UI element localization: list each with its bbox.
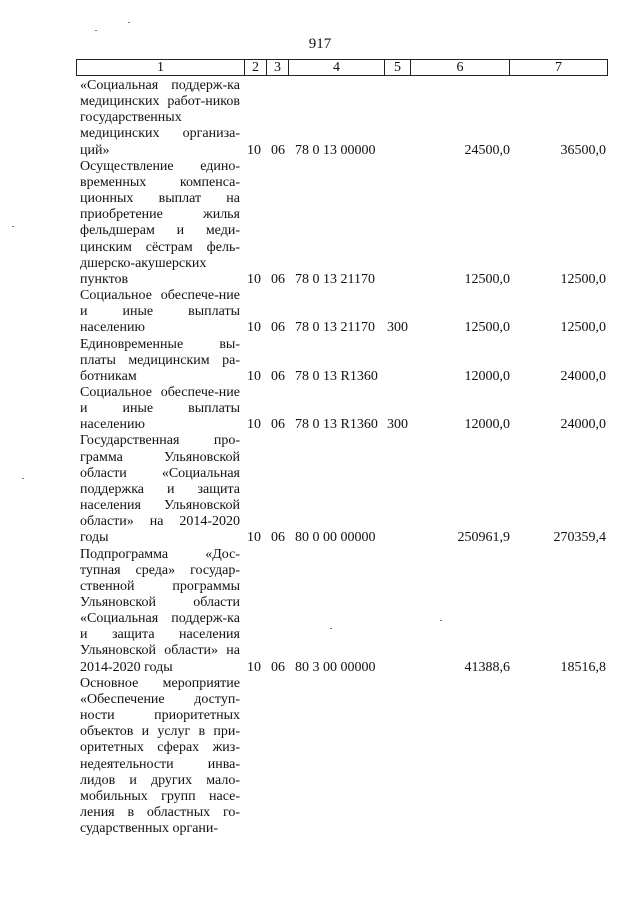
table-row [80, 288, 610, 336]
row-description: «Социальная поддерж-ка медицинских работ-ников государственных медицинских организа-ций» [80, 78, 240, 158]
row-amount-col7: 36500,0 [560, 142, 606, 158]
header-col-1: 1 [77, 60, 245, 75]
row-section: 10 [247, 417, 261, 433]
row-amount-col6: 250961,9 [457, 530, 510, 546]
row-section: 10 [247, 368, 261, 384]
row-target-code: 80 0 00 00000 [295, 530, 376, 546]
page-number: 917 [308, 36, 332, 52]
header-col-2: 2 [245, 60, 267, 75]
table-row [80, 337, 610, 385]
row-section: 10 [247, 142, 261, 158]
row-amount-col7: 12500,0 [560, 320, 606, 336]
row-target-code: 78 0 13 R1360 [295, 368, 378, 384]
row-expense-type: 300 [387, 320, 408, 336]
row-description: Единовременные вы-платы медицинским ра-ботникам [80, 336, 240, 384]
table-row [80, 547, 610, 676]
row-amount-col7: 12500,0 [560, 271, 606, 287]
row-expense-type: 300 [387, 417, 408, 433]
row-amount-col6: 12000,0 [464, 417, 510, 433]
table-row [80, 385, 610, 433]
row-amount-col6: 12500,0 [464, 271, 510, 287]
scan-speck [128, 22, 130, 23]
scan-speck [12, 226, 14, 227]
row-subsection: 06 [271, 271, 285, 287]
row-description: Подпрограмма «Дос-тупная среда» государ-ственной программы Ульяновской области «Социальная поддерж-ка и защита населения Ульяновской области» на 2014-2020 годы [80, 546, 240, 675]
table-row [80, 159, 610, 288]
row-section: 10 [247, 530, 261, 546]
row-section: 10 [247, 271, 261, 287]
row-amount-col6: 12000,0 [464, 368, 510, 384]
table-body [80, 78, 610, 837]
row-amount-col6: 41388,6 [464, 659, 510, 675]
header-col-7: 7 [555, 60, 562, 75]
row-subsection: 06 [271, 659, 285, 675]
row-target-code: 80 3 00 00000 [295, 659, 376, 675]
row-subsection: 06 [271, 417, 285, 433]
row-section: 10 [247, 659, 261, 675]
header-col-6: 6 [411, 60, 510, 75]
row-target-code: 78 0 13 00000 [295, 142, 376, 158]
row-description: Социальное обеспече-ние и иные выплаты населению [80, 384, 240, 433]
row-amount-col7: 18516,8 [560, 659, 606, 675]
scan-speck [330, 628, 332, 629]
row-subsection: 06 [271, 320, 285, 336]
scan-speck [95, 30, 97, 31]
row-description: Социальное обеспече-ние и иные выплаты населению [80, 288, 240, 336]
row-amount-col7: 270359,4 [553, 530, 606, 546]
row-subsection: 06 [271, 368, 285, 384]
table-row [80, 78, 610, 159]
table-row [80, 676, 610, 838]
scan-speck [22, 478, 24, 479]
row-amount-col7: 24000,0 [560, 368, 606, 384]
row-amount-col6: 24500,0 [464, 142, 510, 158]
table-row [80, 433, 610, 546]
header-col-4: 4 [289, 60, 385, 75]
row-amount-col7: 24000,0 [560, 417, 606, 433]
table-header [76, 59, 608, 76]
row-subsection: 06 [271, 530, 285, 546]
row-description: Государственная про-грамма Ульяновской области «Социальная поддержка и защита населения Ульяновской области» на 2014-2020 годы [80, 433, 240, 546]
row-amount-col6: 12500,0 [464, 320, 510, 336]
header-col-3: 3 [267, 60, 289, 75]
row-target-code: 78 0 13 R1360 [295, 417, 378, 433]
row-target-code: 78 0 13 21170 [295, 271, 375, 287]
row-subsection: 06 [271, 142, 285, 158]
row-description: Основное мероприятие «Обеспечение доступ-ности приоритетных объектов и услуг в при-оритетных сферах жиз-недеятельности инва-лидов и других мало-мобильных групп насе-ления в областных го-сударственных органи- [80, 675, 240, 837]
row-target-code: 78 0 13 21170 [295, 320, 375, 336]
header-col-5: 5 [385, 60, 411, 75]
row-section: 10 [247, 320, 261, 336]
row-description: Осуществление едино-временных компенса-ционных выплат на приобретение жилья фельдшерам и меди-цинским сёстрам фель-дшерско-акушерских пунктов [80, 158, 240, 287]
scan-speck [440, 620, 442, 621]
